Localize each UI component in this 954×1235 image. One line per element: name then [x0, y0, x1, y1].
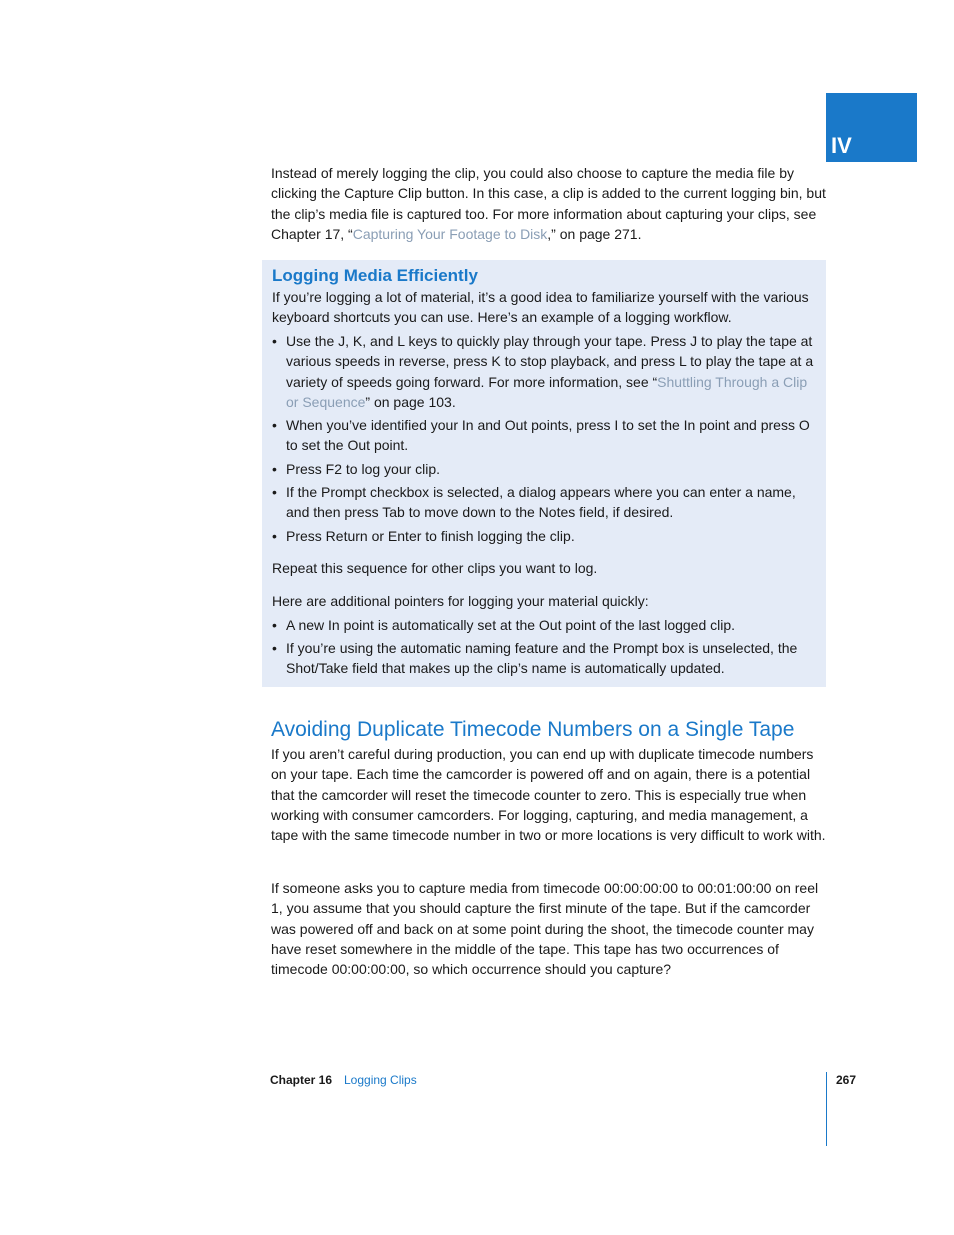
list-item — [272, 526, 820, 546]
sidebar-intro: If you’re logging a lot of material, it’s a good idea to familiarize yourself with the various keyboard shortcuts you can use. Here’s an example of a logging workflow. — [272, 289, 809, 326]
list-item — [272, 331, 820, 412]
bullet-text: If the Prompt checkbox is selected, a dialog appears where you can enter a name, and then press Tab to move down to the Notes field, if desired. — [286, 484, 796, 521]
intro-text: Instead of merely logging the clip, you could also choose to capture the media file by clicking the Capture Clip button. In this case, a clip is added to the current logging bin, but the clip’s media file is captured too. For more information about capturing your clips, see Chapter 17, “ — [271, 165, 826, 242]
repeat-text: Repeat this sequence for other clips you want to log. — [272, 560, 598, 576]
bullet-text: A new In point is automatically set at the Out point of the last logged clip. — [286, 617, 736, 633]
bullet-icon: • — [272, 461, 277, 477]
part-tab-label: IV — [831, 133, 852, 158]
shuttling-link[interactable]: Shuttling Through a Clip or Sequence — [286, 373, 808, 410]
bullet-icon: • — [272, 333, 277, 349]
intro-text-end: ,” on page 271. — [547, 225, 642, 242]
pointers-intro: Here are additional pointers for logging your material quickly: — [272, 593, 649, 609]
list-item — [272, 482, 820, 523]
footer-chapter-title[interactable]: Logging Clips — [344, 1073, 417, 1087]
bullet-text-end: ” on page 103. — [365, 393, 456, 410]
bullet-icon: • — [272, 640, 277, 656]
list-item — [272, 615, 820, 635]
bullet-text: If you’re using the automatic naming feature and the Prompt box is unselected, the Shot/Take field that makes up the clip’s name is automatically updated. — [286, 640, 798, 677]
list-item — [272, 415, 820, 456]
bullet-text: Press Return or Enter to finish logging the clip. — [286, 528, 575, 544]
bullet-icon: • — [272, 528, 277, 544]
sidebar-title: Logging Media Efficiently — [272, 266, 478, 285]
bullet-icon: • — [272, 484, 277, 500]
footer-chapter: Chapter 16 — [270, 1073, 333, 1087]
intro-paragraph — [271, 163, 827, 244]
bullet-icon: • — [272, 617, 277, 633]
bullet-text: Use the J, K, and L keys to quickly play through your tape. Press J to play the tape at various speeds in reverse, press K to stop playback, and press L to play the tape at a variety of speeds going forward. For more information, see “ — [286, 333, 814, 390]
footer-divider — [826, 1072, 827, 1146]
part-tab — [826, 93, 917, 162]
bullet-icon: • — [272, 417, 277, 433]
list-item — [272, 638, 820, 679]
capturing-footage-link[interactable]: Capturing Your Footage to Disk — [352, 225, 548, 242]
list-item — [272, 459, 820, 479]
bullet-text: When you’ve identified your In and Out points, press I to set the In point and press O to set the Out point. — [286, 417, 810, 454]
section-heading: Avoiding Duplicate Timecode Numbers on a Single Tape — [271, 718, 795, 741]
bullet-text: Press F2 to log your clip. — [286, 461, 441, 477]
page-number: 267 — [836, 1073, 857, 1087]
section-paragraph: If someone asks you to capture media from timecode 00:00:00:00 to 00:01:00:00 on reel 1, you assume that you should capture the first minute of the tape. But if the camcorder was powered off and back on at some point during the shoot, the timecode counter may have reset somewhere in the middle of the tape. This tape has two occurrences of timecode 00:00:00:00, so which occurrence should you capture? — [271, 880, 819, 978]
section-paragraph: If you aren’t careful during production, you can end up with duplicate timecode numbers on your tape. Each time the camcorder is powered off and on again, there is a potential that the camcorder will reset the timecode counter to zero. This is especially true when working with consumer camcorders. For logging, capturing, and media management, a tape with the same timecode number in two or more locations is very difficult to work with. — [271, 746, 826, 844]
